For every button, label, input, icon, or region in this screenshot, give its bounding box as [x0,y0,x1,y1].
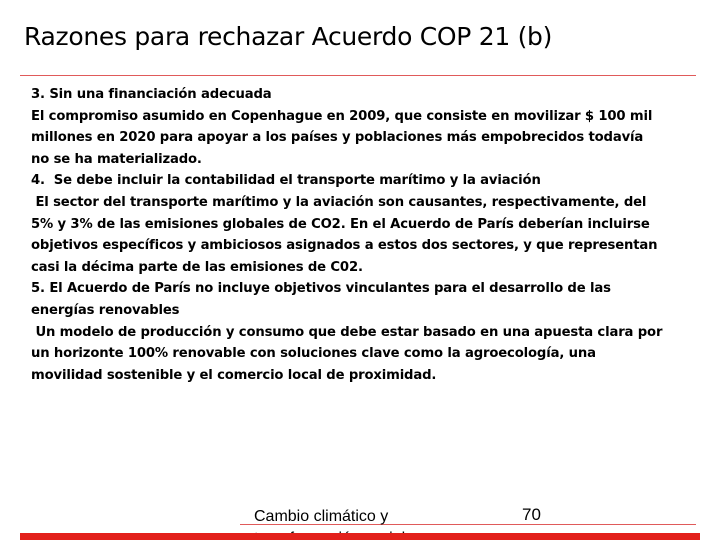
body-line: objetivos específicos y ambiciosos asignados a estos dos sectores, y que representan [31,238,658,254]
body-line: movilidad sostenible y el comercio local de proximidad. [31,367,437,383]
body-line: casi la décima parte de las emisiones de C02. [31,259,363,275]
body-line: Un modelo de producción y consumo que debe estar basado en una apuesta clara por [31,324,663,340]
body-line: 5. El Acuerdo de París no incluye objetivos vinculantes para el desarrollo de las [31,281,611,297]
bottom-accent-bar [20,533,700,540]
title-divider [20,75,696,76]
page-number: 70 [522,505,541,524]
body-line: 3. Sin una financiación adecuada [31,87,272,102]
body-line: no se ha materializado. [31,151,202,167]
body-line: 4. Se debe incluir la contabilidad el transporte marítimo y la aviación [31,173,541,189]
body-line: energías renovables [31,302,180,318]
body-line: 5% y 3% de las emisiones globales de CO2. En el Acuerdo de París deberían incluirse [31,216,650,232]
slide-title: Razones para rechazar Acuerdo COP 21 (b) [24,22,553,51]
body-line: millones en 2020 para apoyar a los países y poblaciones más empobrecidos todavía [31,130,644,146]
slide-body [31,84,691,386]
footer-caption-line: Cambio climático y [254,508,389,525]
body-line: un horizonte 100% renovable con soluciones clave como la agroecología, una [31,346,596,362]
body-line: El compromiso asumido en Copenhague en 2009, que consiste en movilizar $ 100 mil [31,108,653,124]
body-line: El sector del transporte marítimo y la aviación son causantes, respectivamente, del [31,194,647,210]
